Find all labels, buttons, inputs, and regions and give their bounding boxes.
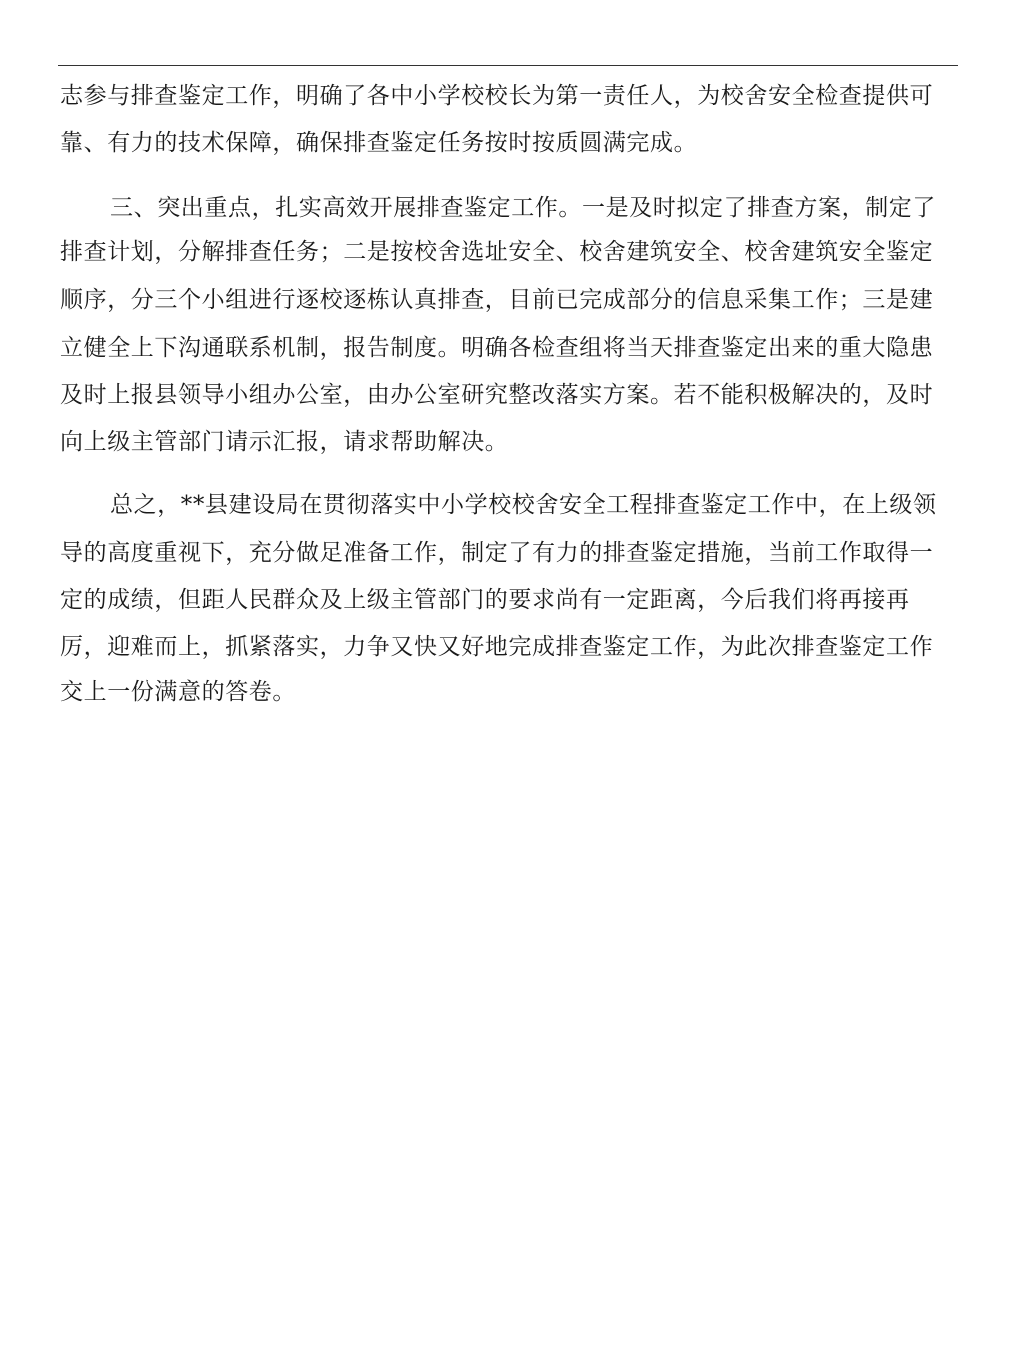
- paragraph-2-line-5: 及时上报县领导小组办公室，由办公室研究整改落实方案。若不能积极解决的，及时: [60, 382, 934, 408]
- paragraph-2-line-4: 立健全上下沟通联系机制，报告制度。明确各检查组将当天排查鉴定出来的重大隐患: [60, 335, 934, 361]
- paragraph-3-line-3: 定的成绩，但距人民群众及上级主管部门的要求尚有一定距离，今后我们将再接再: [60, 587, 910, 613]
- paragraph-3-line-2: 导的高度重视下，充分做足准备工作，制定了有力的排查鉴定措施，当前工作取得一: [60, 540, 934, 566]
- paragraph-1-line-2: 靠、有力的技术保障，确保排查鉴定任务按时按质圆满完成。: [60, 130, 698, 156]
- paragraph-3-line-5: 交上一份满意的答卷。: [60, 679, 296, 705]
- header-rule: [58, 65, 958, 66]
- paragraph-2-line-2: 排查计划，分解排查任务；二是按校舍选址安全、校舍建筑安全、校舍建筑安全鉴定: [60, 239, 934, 265]
- paragraph-2-line-1: 三、突出重点，扎实高效开展排查鉴定工作。一是及时拟定了排查方案，制定了: [110, 195, 936, 221]
- paragraph-1-line-1: 志参与排查鉴定工作，明确了各中小学校校长为第一责任人，为校舍安全检查提供可: [60, 83, 934, 109]
- paragraph-2-line-3: 顺序，分三个小组进行逐校逐栋认真排查，目前已完成部分的信息采集工作；三是建: [60, 287, 934, 313]
- paragraph-3-line-4: 厉，迎难而上，抓紧落实，力争又快又好地完成排查鉴定工作，为此次排查鉴定工作: [60, 634, 934, 660]
- paragraph-2-line-6: 向上级主管部门请示汇报，请求帮助解决。: [60, 429, 509, 455]
- paragraph-3-line-1: 总之，**县建设局在贯彻落实中小学校校舍安全工程排查鉴定工作中，在上级领: [110, 492, 937, 518]
